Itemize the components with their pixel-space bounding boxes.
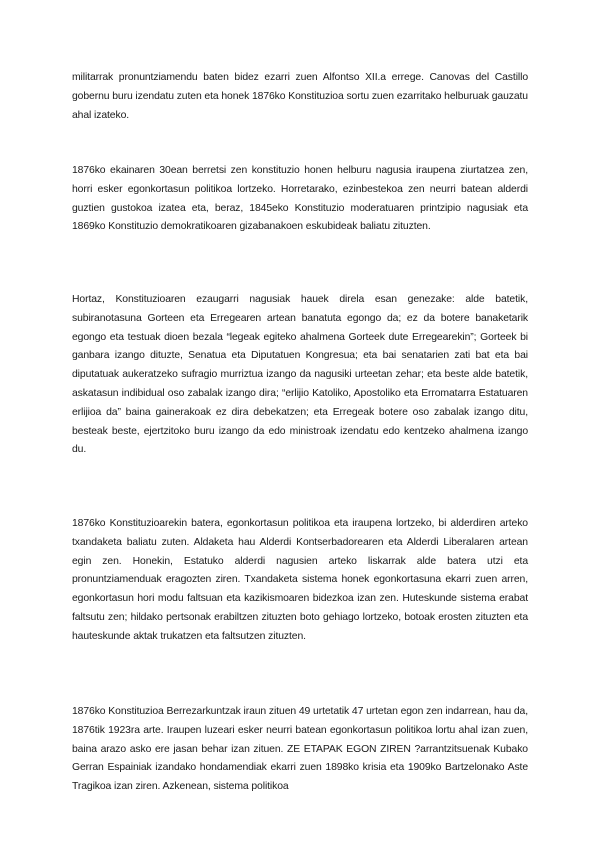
paragraph-2: 1876ko ekainaren 30ean berretsi zen konstituzio honen helburu nagusia iraupena ziurtatzea zen, horri esker egonkortasun politikoa lortzeko. Horretarako, ezinbestekoa zen neurri batean alderdi guztien gustokoa izatea eta, beraz, 1845eko Konstituzio moderatuaren printzipio nagusiak eta 1869ko Konstituzio demokratikoaren gizabanakoen eskubideak baliatu zituzten.: [72, 165, 528, 233]
paragraph-3: Hortaz, Konstituzioaren ezaugarri nagusiak hauek direla esan genezake: alde batetik, subiranotasuna Gorteen eta Erregearen artean banatuta egongo da; ez da botere banaketarik egongo eta testuak dioen bezala “legeak egiteko ahalmena Gorteek dute Erregearekin”; Gorteek bi ganbara izango dituzte, Senatua eta Diputatuen Kongresua; eta bai senatarien zati bat eta bai diputatuak aukeratzeko sufragio murriztua izango da nagusiki urteetan zehar; eta beste alde batetik, askatasun indibidual oso zabalak izango dira; “erlijio Katoliko, Apostoliko eta Erromatarra Estatuaren erlijioa da” baina gainerakoak ez dira debekatzen; eta Erregeak botere oso zabalak izango ditu, besteak beste, ejertzitoko buru izango da edo ministroak izendatu edo kentzeko ahalmena izango du.: [72, 294, 528, 456]
paragraph-1: militarrak pronuntziamendu baten bidez ezarri zuen Alfontso XII.a errege. Canovas del Castillo gobernu buru izendatu zuten eta honek 1876ko Konstituzioa sortu zuen ezarritako helburuak gauzatu ahal izateko.: [72, 72, 528, 121]
paragraph-4: 1876ko Konstituzioarekin batera, egonkortasun politikoa eta iraupena lortzeko, bi alderdiren arteko txandaketa baliatu zuten. Aldaketa hau Alderdi Kontserbadorearen eta Alderdi Liberalaren artean egin zen. Honekin, Estatuko alderdi nagusien arteko liskarrak alde batera utzi eta pronuntziamenduak eragozten ziren. Txandaketa sistema honek egonkortasuna ekarri zuen arren, egonkortasun hori modu faltsuan eta kazikismoaren bidezkoa izan zen. Huteskunde sistema erabat faltsutu zen; hildako pertsonak erabiltzen zituzten boto gehiago lortzeko, botoak erosten zituzten eta hauteskunde aktak trukatzen eta faltsutzen zituzten.: [72, 518, 528, 642]
paragraph-5: 1876ko Konstituzioa Berrezarkuntzak iraun zituen 49 urtetatik 47 urtetan egon zen indarrean, hau da, 1876tik 1923ra arte. Iraupen luzeari esker neurri batean egonkortasun politikoa lortu ahal izan zuen, baina arazo asko ere jasan behar izan zituen. ZE ETAPAK EGON ZIREN ?arrantzitsuenak Kubako Gerran Espainiak izandako hondamendiak ekarri zuen 1898ko krisia eta 1909ko Bartzelonako Aste Tragikoa izan ziren. Azkenean, sistema politikoa: [72, 706, 528, 793]
